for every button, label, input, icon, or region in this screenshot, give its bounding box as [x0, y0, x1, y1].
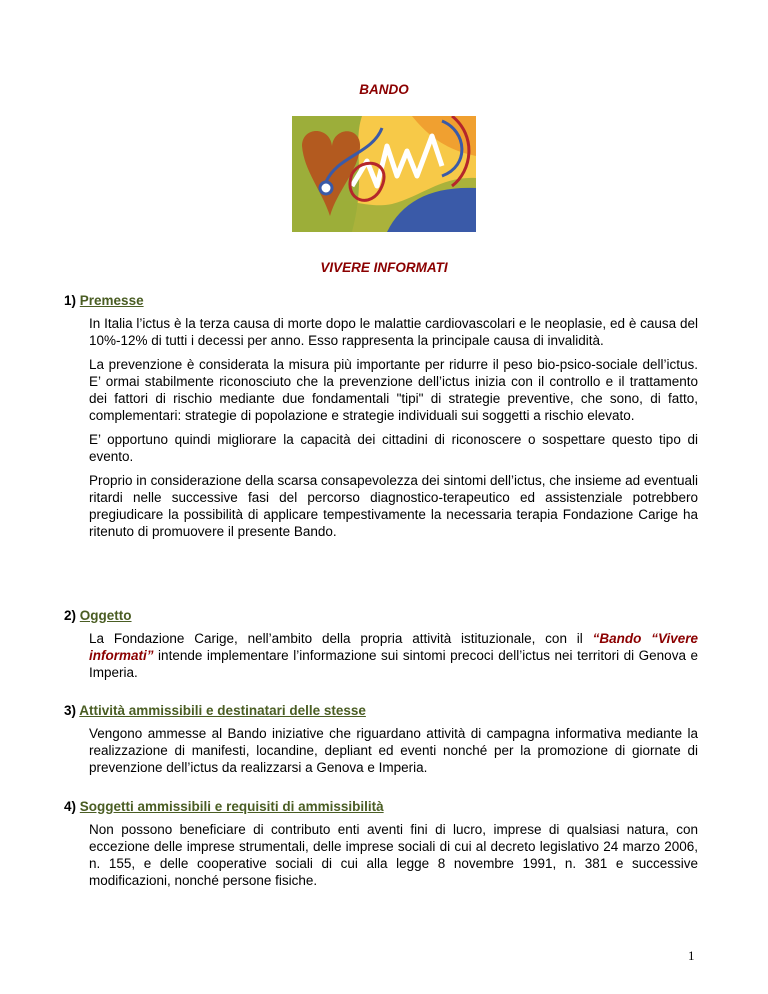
paragraph-text: La Fondazione Carige, nell’ambito della propria attività istituzionale, con il: [89, 631, 593, 646]
section-number: 4): [64, 799, 77, 814]
section-heading: [64, 798, 698, 815]
paragraph: In Italia l’ictus è la terza causa di morte dopo le malattie cardiovascolari e le neoplasie, ed è causa del 10%-12% di tutti i decessi per anno. Esso rappresenta la principale causa di invalidità.: [89, 316, 698, 348]
section-number: 3): [64, 703, 77, 718]
section-title: Attività ammissibili e destinatari delle stesse: [79, 703, 366, 718]
paragraph: Non possono beneficiare di contributo enti aventi fini di lucro, imprese di qualsiasi natura, con eccezione delle imprese strumentali, delle imprese sociali di cui al decreto legislativo 24 marzo 2006, n. 155, e delle cooperative sociali di cui alla legge 8 novembre 1991, n. 381 e successive modificazioni, nonché persone fisiche.: [89, 822, 698, 888]
paragraph: Vengono ammesse al Bando iniziative che riguardano attività di campagna informativa mediante la realizzazione di manifesti, locandine, depliant ed eventi nonché per la promozione di giornate di prevenzione dell’ictus da realizzarsi a Genova e Imperia.: [89, 726, 698, 775]
paragraph-text: intende implementare l’informazione sui sintomi precoci dell’ictus nei territori di Genova e Imperia.: [89, 648, 698, 680]
document-title: BANDO: [359, 82, 409, 97]
section-title: Premesse: [79, 293, 144, 308]
section-soggetti: [64, 798, 698, 896]
section-oggetto: [64, 607, 698, 688]
section-heading: [64, 702, 698, 719]
section-premesse: [64, 292, 698, 547]
section-heading: [64, 607, 698, 624]
section-number: 1): [64, 293, 77, 308]
bando-name-emphasis: “Bando “Vivere informati”: [89, 631, 699, 663]
page-number: 1: [688, 948, 695, 963]
heart-stethoscope-logo-icon: [292, 116, 476, 232]
paragraph: E’ opportuno quindi migliorare la capacità dei cittadini di riconoscere o sospettare questo tipo di evento.: [89, 432, 698, 464]
paragraph: La prevenzione è considerata la misura più importante per ridurre il peso bio-psico-sociale dell’ictus. E’ ormai stabilmente riconosciuto che la prevenzione dell’ictus inizia con il controllo e il trattamento dei fattori di rischio mediante due fondamentali "tipi" di strategie preventive, che sono, di fatto, complementari: strategie di popolazione e strategie individuali sui soggetti a rischio elevato.: [89, 357, 698, 423]
document-subtitle: VIVERE INFORMATI: [320, 260, 448, 275]
paragraph: [89, 630, 698, 681]
section-attivita: [64, 702, 698, 783]
paragraph: Proprio in considerazione della scarsa consapevolezza dei sintomi dell’ictus, che insieme ad eventuali ritardi nelle successive fasi del percorso diagnostico-terapeutico ed assistenziale potrebbero pregiudicare la possibilità di applicare tempestivamente la necessaria terapia Fondazione Carige ha ritenuto di promuovere il presente Bando.: [89, 473, 698, 539]
section-title: Soggetti ammissibili e requisiti di ammissibilità: [79, 799, 384, 814]
section-number: 2): [64, 608, 77, 623]
section-title: Oggetto: [79, 608, 132, 623]
section-heading: [64, 292, 698, 309]
